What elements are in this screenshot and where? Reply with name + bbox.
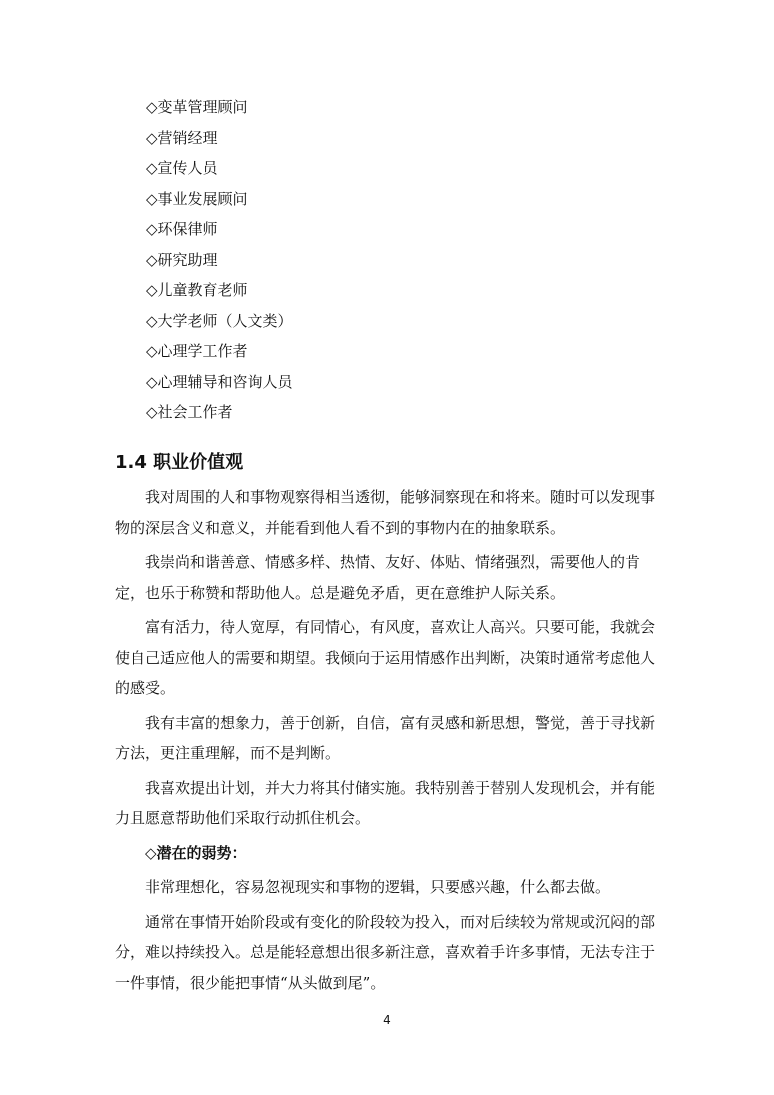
career-list	[146, 92, 293, 428]
career-item: ◇宣传人员	[146, 159, 218, 177]
career-item: ◇事业发展顾问	[146, 189, 248, 208]
career-item: ◇研究助理	[146, 250, 218, 269]
body-paragraph: 我喜欢提出计划，并大力将其付储实施。我特别善于替别人发现机会，并有能力且愿意帮助他们采取行动抓住机会。	[115, 778, 656, 827]
weakness-subheading: ◇潜在的弱势：	[145, 843, 247, 862]
section-heading: 1.4 职业价值观	[115, 452, 244, 473]
body-paragraph: 富有活力，待人宽厚，有同情心，有风度，喜欢让人高兴。只要可能，我就会使自己适应他人的需要和期望。我倾向于运用情感作出判断，决策时通常考虑他人的感受。	[115, 618, 656, 697]
weakness-paragraph: 通常在事情开始阶段或有变化的阶段较为投入，而对后续较为常规或沉闷的部分，难以持续投入。总是能轻意想出很多新注意，喜欢着手许多事情，无法专注于一件事情，很少能把事情“从头做到尾”。	[115, 912, 656, 992]
career-item: ◇大学老师（人文类）	[146, 311, 293, 330]
career-item: ◇心理辅导和咨询人员	[146, 372, 293, 391]
body-paragraph: 我崇尚和谐善意、情感多样、热情、友好、体贴、情绪强烈，需要他人的肯定，也乐于称赞和帮助他人。总是避免矛盾，更在意维护人际关系。	[115, 553, 641, 602]
career-item: ◇心理学工作者	[146, 342, 248, 360]
career-item: ◇社会工作者	[146, 403, 233, 421]
body-paragraph: 我有丰富的想象力，善于创新，自信，富有灵感和新思想，警觉，善于寻找新方法，更注重理解，而不是判断。	[115, 713, 656, 762]
career-item: ◇环保律师	[146, 220, 218, 238]
page-number: 4	[383, 1013, 391, 1027]
body-paragraph: 我对周围的人和事物观察得相当透彻，能够洞察现在和将来。随时可以发现事物的深层含义和意义，并能看到他人看不到的事物内在的抽象联系。	[115, 488, 656, 537]
career-item: ◇儿童教育老师	[146, 281, 248, 299]
career-item: ◇变革管理顾问	[146, 98, 248, 116]
career-item: ◇营销经理	[146, 128, 218, 147]
weakness-paragraph: 非常理想化，容易忽视现实和事物的逻辑，只要感兴趣，什么都去做。	[145, 878, 611, 896]
section-body	[115, 482, 658, 1002]
